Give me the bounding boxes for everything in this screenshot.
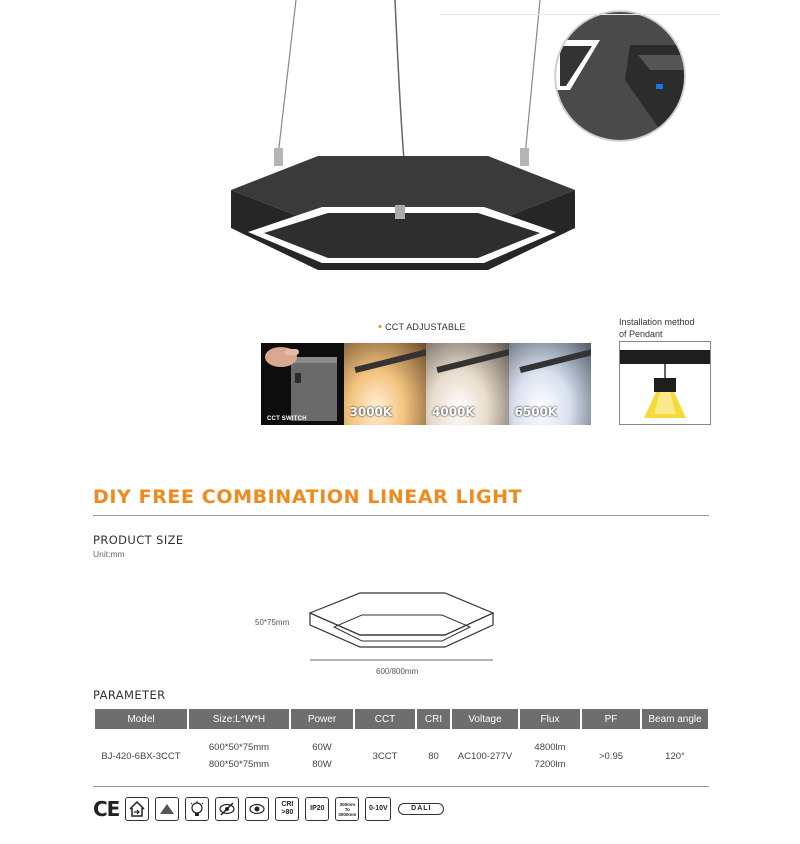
bulb-icon	[185, 797, 209, 821]
heading-divider	[93, 515, 709, 516]
height-dimension: 50*75mm	[255, 618, 290, 627]
no-flicker-icon	[215, 797, 239, 821]
dimming-icon: 0-10V	[365, 797, 391, 821]
length-range-icon: 300mm To 3000mm	[335, 797, 359, 821]
header-flux: Flux	[520, 709, 580, 729]
cell-cct: 3CCT	[372, 750, 398, 762]
header-power: Power	[291, 709, 353, 729]
cell-cri: 80	[428, 750, 439, 762]
installation-title: Installation method of Pendant	[619, 317, 695, 339]
top-divider	[440, 14, 720, 15]
wire-clamp	[274, 148, 283, 166]
cell-beam-angle: 120°	[665, 750, 685, 762]
cell-flux: 4800lm 7200lm	[534, 742, 566, 770]
cell-model: BJ-420-6BX-3CCT	[101, 750, 181, 762]
page-title: DIY FREE COMBINATION LINEAR LIGHT	[93, 486, 523, 508]
pendant-install-icon	[620, 342, 710, 424]
unit-label: Unit:mm	[93, 549, 125, 559]
parameter-table	[93, 709, 710, 783]
cct-option-3000k: 3000K	[344, 343, 427, 425]
width-dimension: 600/800mm	[376, 667, 419, 676]
suspension-wire	[278, 0, 296, 156]
parameter-title: PARAMETER	[93, 688, 166, 702]
cct-options-strip	[261, 343, 591, 425]
power-cord	[395, 0, 404, 160]
cell-power: 60W 80W	[312, 742, 332, 770]
header-cct: CCT	[355, 709, 415, 729]
hand-switch-icon	[261, 343, 344, 425]
indoor-use-icon	[125, 797, 149, 821]
installation-diagram	[619, 341, 711, 425]
table-row	[95, 729, 708, 783]
header-model: Model	[95, 709, 187, 729]
header-pf: PF	[582, 709, 640, 729]
eye-protection-icon	[245, 797, 269, 821]
header-size: Size:L*W*H	[189, 709, 289, 729]
ceiling-mount-icon	[155, 797, 179, 821]
header-cri: CRI	[417, 709, 450, 729]
cri-icon: CRI >80	[275, 797, 299, 821]
cell-size: 600*50*75mm 800*50*75mm	[208, 742, 270, 770]
table-divider	[93, 786, 709, 787]
hero-illustration	[0, 0, 800, 300]
header-voltage: Voltage	[452, 709, 518, 729]
dali-icon: DALI	[397, 797, 445, 821]
header-beam-angle: Beam angle	[642, 709, 708, 729]
wire-clamp	[520, 148, 529, 166]
dimension-diagram	[250, 585, 510, 677]
ip-rating-icon: IP20	[305, 797, 329, 821]
cell-voltage: AC100-277V	[457, 750, 513, 762]
certification-icons	[93, 795, 445, 823]
cct-switch-panel: CCT SWITCH	[261, 343, 344, 425]
center-connector	[395, 205, 405, 219]
ce-mark-icon: CE	[93, 797, 120, 821]
cct-title: • CCT ADJUSTABLE	[378, 321, 466, 333]
suspension-wire	[525, 0, 540, 156]
pendant-light-image	[0, 0, 800, 300]
cct-option-4000k: 4000K	[426, 343, 509, 425]
cell-pf: >0.95	[598, 750, 624, 762]
table-header-row	[95, 709, 708, 729]
cct-option-6500k: 6500K	[509, 343, 592, 425]
product-size-title: PRODUCT SIZE	[93, 533, 184, 547]
